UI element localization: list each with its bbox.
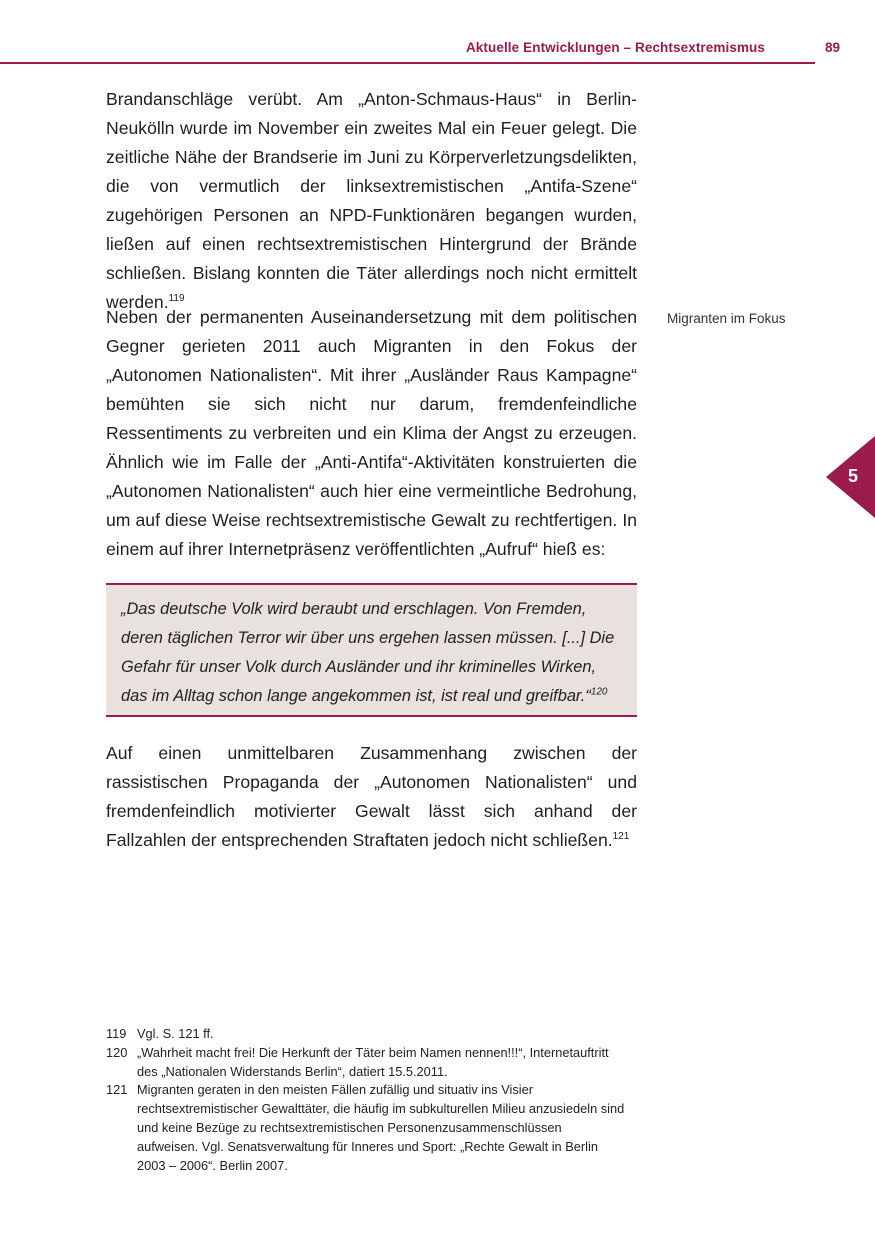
footnote-ref-119[interactable]: 119 [168, 293, 185, 305]
paragraph-2-text: Neben der permanenten Auseinandersetzung mit dem politischen Gegner gerieten 2011 auch Migranten in den Fokus der „Autonomen Nationalisten“. Mit ihrer „Ausländer Raus Kampagne“ bemühten sie sich nicht nur darum, fremdenfeindliche Ressentiments zu verbreiten und ein Klima der Angst zu erzeugen. Ähnlich wie im Falle der „Anti-Antifa“-Aktivitäten konstruierten die „Autonomen Nationalisten“ auch hier eine vermeintliche Bedrohung, um auf diese Weise rechtsextremistische Gewalt zu rechtfertigen. In einem auf ihrer Internetpräsenz veröffentlichten „Aufruf“ hieß es: [106, 307, 637, 559]
quote-content: „Das deutsche Volk wird beraubt und erschlagen. Von Fremden, deren täglichen Terror wir über uns ergehen lassen müssen. [...] Die Gefahr für unser Volk durch Ausländer und ihr kriminelles Wirken, das im Alltag schon lange angekommen ist, ist real und greifbar.“ [121, 600, 615, 705]
footnote-text: Migranten geraten in den meisten Fällen zufällig und situativ ins Visier rechtsextremistischer Gewalttäter, die häufig im subkulturellen Milieu anzusiedeln sind und keine Bezüge zu rechtsextremistischen Personenzusammenschlüssen aufweisen. Vgl. Senatsverwaltung für Inneres und Sport: „Rechte Gewalt in Berlin 2003 – 2006“. Berlin 2007. [137, 1082, 625, 1173]
paragraph-2 [106, 303, 637, 564]
chapter-number: 5 [848, 466, 859, 486]
footnote-text: Vgl. S. 121 ff. [137, 1026, 214, 1041]
footnote-text: „Wahrheit macht frei! Die Herkunft der Täter beim Namen nennen!!!“, Internetauftritt des „Nationalen Widerstands Berlin“, datiert 15.5.2011. [137, 1044, 609, 1079]
footnote-item [106, 1025, 626, 1044]
footnote-number: 120 [106, 1044, 128, 1060]
paragraph-3-text: Auf einen unmittelbaren Zusammenhang zwischen der rassistischen Propaganda der „Autonomen Nationalisten“ und fremdenfeindlich motivierter Gewalt lässt sich anhand der Fallzahlen der entsprechenden Straftaten jedoch nicht schließen. [106, 743, 637, 850]
footnote-number: 119 [106, 1026, 127, 1041]
footnote-ref-120[interactable]: 120 [590, 686, 608, 698]
margin-note: Migranten im Fokus [667, 311, 786, 326]
paragraph-1-text: Brandanschläge verübt. Am „Anton-Schmaus-Haus“ in Berlin-Neukölln wurde im November ein zweites Mal ein Feuer gelegt. Die zeitliche Nähe der Brandserie im Juni zu Körperverletzungsdelikten, die von vermutlich der linksextremistischen „Antifa-Szene“ zugehörigen Personen an NPD-Funktionären begangen wurden, ließen auf einen rechtsextremistischen Hintergrund der Brände schließen. Bislang konnten die Täter allerdings noch nicht ermittelt werden. [106, 89, 637, 312]
quote-text [121, 595, 623, 711]
footnotes [106, 1025, 626, 1175]
footnote-item [106, 1081, 626, 1175]
footnote-number: 121 [106, 1082, 128, 1098]
quote-box [106, 583, 637, 717]
paragraph-1 [106, 85, 637, 317]
page-number: 89 [825, 40, 841, 55]
paragraph-3 [106, 739, 637, 855]
header-title: Aktuelle Entwicklungen – Rechtsextremismus [465, 40, 765, 55]
footnote-item [106, 1044, 626, 1082]
running-header [0, 38, 815, 64]
footnote-ref-121[interactable]: 121 [612, 831, 630, 843]
